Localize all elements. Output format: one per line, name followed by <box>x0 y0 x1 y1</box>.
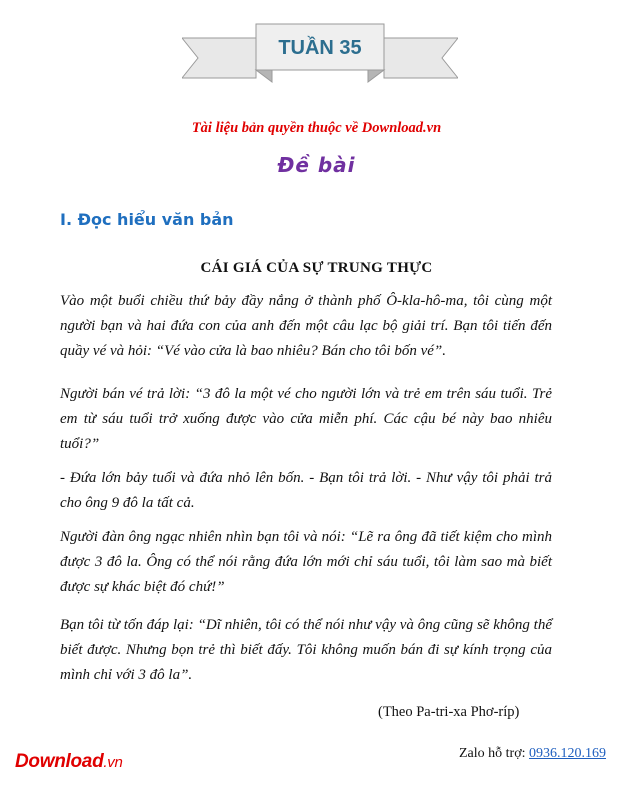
story-paragraph-4: Người đàn ông ngạc nhiên nhìn bạn tôi và nói: “Lẽ ra ông đã tiết kiệm cho mình được 3 đô la. Ông có thể nói rằng đứa lớn mới chỉ sáu tuổi, tôi làm sao mà biết được sự khác biệt đó chứ!” <box>60 529 552 595</box>
week-banner <box>182 14 458 86</box>
download-logo[interactable] <box>15 751 123 773</box>
zalo-label: Zalo hỗ trợ: <box>459 746 529 761</box>
copyright-notice: Tài liệu bản quyền thuộc về Download.vn <box>191 120 442 136</box>
logo-suffix-text: .vn <box>103 754 123 771</box>
story-paragraph-2: Người bán vé trả lời: “3 đô la một vé cho người lớn và trẻ em trên sáu tuổi. Trẻ em từ sáu tuổi trở xuống được vào cửa miễn phí. Các cậu bé này bao nhiêu tuổi?” <box>60 386 552 452</box>
story-paragraph-3: - Đứa lớn bảy tuổi và đứa nhỏ lên bốn. - Bạn tôi trả lời. - Như vậy tôi phải trả cho ông 9 đô la tất cả. <box>60 470 552 511</box>
zalo-phone-link[interactable]: 0936.120.169 <box>529 746 606 761</box>
story-title: CÁI GIÁ CỦA SỰ TRUNG THỰC <box>200 260 433 276</box>
story-paragraph-5: Bạn tôi từ tốn đáp lại: “Dĩ nhiên, tôi có thể nói như vậy và ông cũng sẽ không thể biết được. Nhưng bọn trẻ thì biết đấy. Tôi không muốn bán đi sự kính trọng của mình chỉ với 3 đô la”. <box>60 617 552 683</box>
exercise-heading: Đề bài <box>277 153 356 177</box>
section-title: I. Đọc hiểu văn bản <box>60 210 234 229</box>
logo-main-text: Download <box>15 751 104 772</box>
story-paragraph-1: Vào một buổi chiều thứ bảy đầy nắng ở thành phố Ô-kla-hô-ma, tôi cùng một người bạn và hai đứa con của anh đến một câu lạc bộ giải trí. Bạn tôi tiến đến quầy vé và hỏi: “Vé vào cửa là bao nhiêu? Bán cho tôi bốn vé”. <box>60 293 552 359</box>
week-title: TUẦN 35 <box>278 36 362 59</box>
story-source: (Theo Pa-tri-xa Phơ-ríp) <box>378 704 520 720</box>
zalo-support <box>459 746 606 762</box>
